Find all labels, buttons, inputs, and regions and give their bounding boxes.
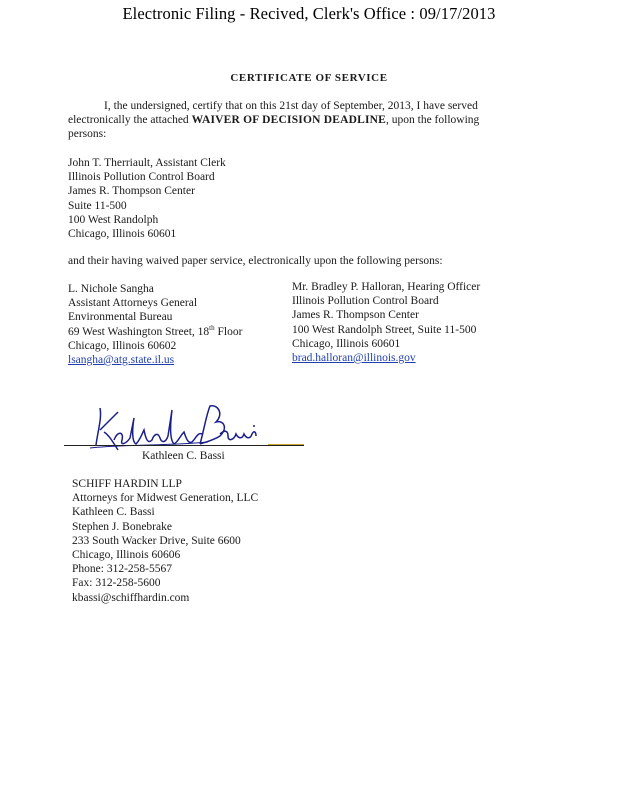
filing-stamp: Electronic Filing - Recived, Clerk's Office : 09/17/2013 [122, 4, 496, 23]
intro-paragraph [68, 99, 508, 141]
clerk-address-block [68, 156, 226, 241]
intro-after: , upon the following persons: [68, 114, 480, 140]
firm-attorney: Kathleen C. Bassi [72, 506, 155, 519]
signature-line [64, 445, 304, 446]
recipient-title: Assistant Attorneys General [68, 297, 198, 310]
hearing-officer-org: Illinois Pollution Control Board [292, 295, 439, 308]
clerk-street: 100 West Randolph [68, 213, 159, 226]
hearing-officer-name: Mr. Bradley P. Halloran, Hearing Officer [292, 281, 481, 293]
hearing-officer-email-link[interactable]: brad.halloran@illinois.gov [292, 352, 416, 365]
intro-before: I, the undersigned, certify that on this 21st day of September, 2013, I have served electronically the attached [68, 100, 478, 126]
hearing-officer-building: James R. Thompson Center [292, 309, 419, 322]
document-name: WAIVER OF DECISION DEADLINE [191, 114, 386, 126]
hearing-officer-city: Chicago, Illinois 60601 [292, 337, 401, 350]
firm-phone: Phone: 312-258-5567 [72, 563, 172, 576]
firm-attorney: Stephen J. Bonebrake [72, 520, 172, 533]
signature-line-accent [268, 444, 304, 445]
firm-fax: Fax: 312-258-5600 [72, 577, 161, 590]
recipient-city: Chicago, Illinois 60602 [68, 339, 177, 352]
recipient-email-link[interactable]: lsangha@atg.state.il.us [68, 354, 175, 367]
clerk-city: Chicago, Illinois 60601 [68, 228, 177, 241]
recipient-bureau: Environmental Bureau [68, 311, 173, 324]
waived-paragraph: and their having waived paper service, electronically upon the following persons: [68, 255, 443, 267]
hearing-officer-street: 100 West Randolph Street, Suite 11-500 [292, 323, 477, 336]
firm-email: kbassi@schiffhardin.com [72, 591, 190, 604]
clerk-building: James R. Thompson Center [68, 185, 195, 198]
signer-printed-name: Kathleen C. Bassi [142, 450, 225, 462]
firm-role: Attorneys for Midwest Generation, LLC [72, 492, 259, 505]
recipient-name: L. Nichole Sangha [68, 283, 154, 295]
clerk-name: John T. Therriault, Assistant Clerk [68, 157, 226, 169]
document-title: CERTIFICATE OF SERVICE [230, 72, 388, 84]
clerk-suite: Suite 11-500 [68, 199, 127, 212]
recipient-street: 69 West Washington Street, 18th Floor [68, 323, 243, 338]
clerk-org: Illinois Pollution Control Board [68, 171, 215, 184]
firm-city: Chicago, Illinois 60606 [72, 549, 181, 562]
firm-street: 233 South Wacker Drive, Suite 6600 [72, 534, 241, 547]
firm-name: SCHIFF HARDIN LLP [72, 478, 182, 490]
right-recipient-block [292, 280, 480, 365]
firm-block [72, 477, 258, 605]
left-recipient-block [68, 282, 242, 367]
